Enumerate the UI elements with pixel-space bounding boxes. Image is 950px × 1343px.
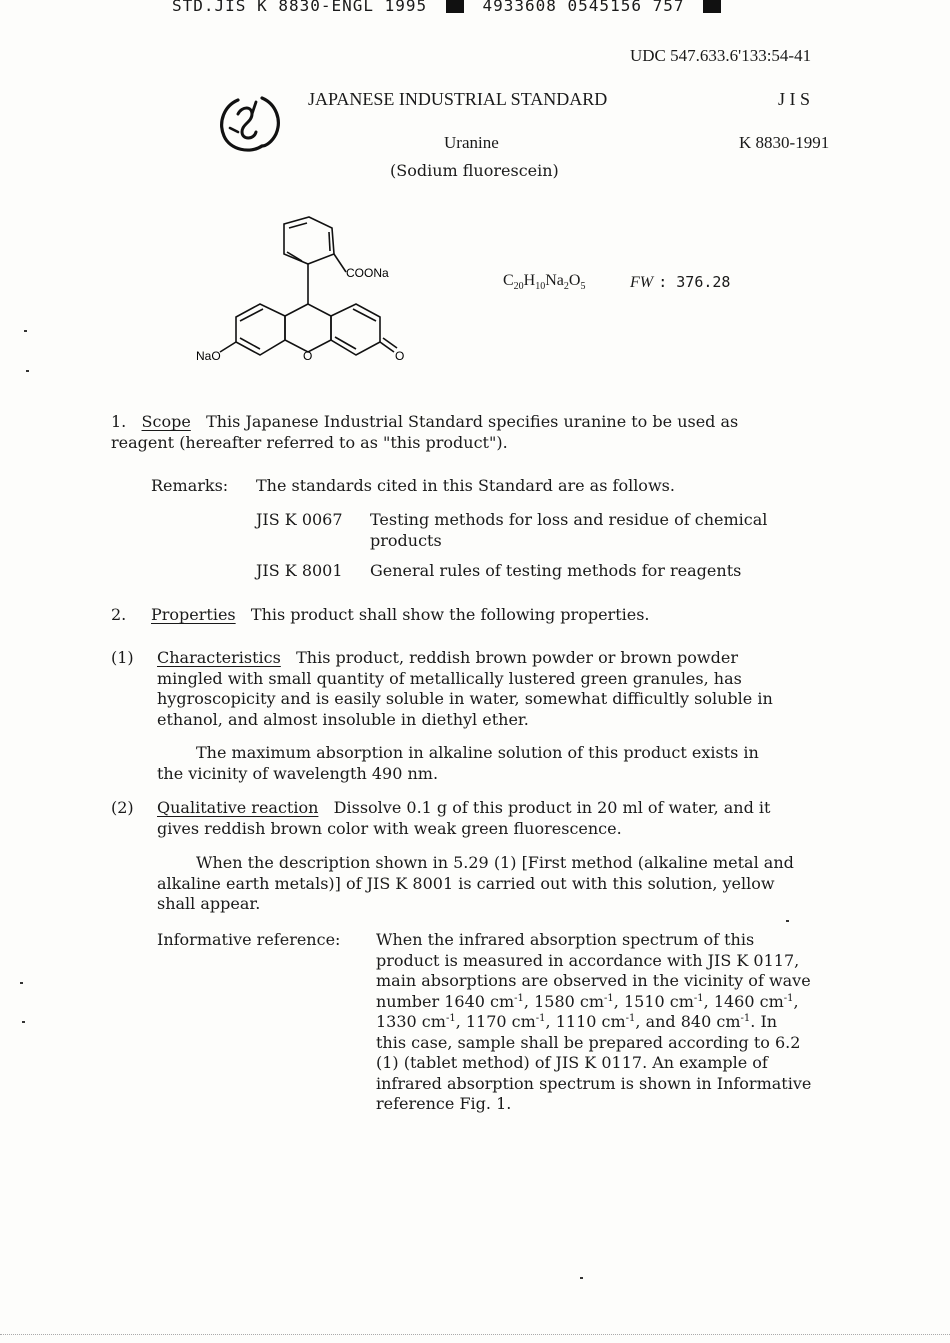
- formula-sub-h: 10: [535, 281, 546, 293]
- informative-label: Informative reference:: [157, 930, 341, 949]
- characteristics-paragraph: Characteristics This product, reddish brown powder or brown powder mingled with small quantity of metallically lustered green granules, has hygroscopicity and is easily soluble in water, somewhat difficultly soluble in ethanol, and almost insoluble in diethyl ether.: [157, 648, 773, 729]
- remarks-text: The standards cited in this Standard are as follows.: [256, 476, 675, 495]
- doc-number: K 8830-1991: [739, 133, 830, 152]
- remarks-label: Remarks:: [151, 476, 229, 495]
- formula-sub-o: 5: [580, 281, 586, 293]
- coona-label: COONa: [346, 266, 389, 280]
- molecular-formula: $C_{20}H_{10}Na_2O_5$: [503, 272, 586, 293]
- fw-value: : 376.28: [658, 273, 731, 291]
- jis-logo: [216, 92, 286, 158]
- scan-speck: [580, 1277, 583, 1279]
- scope-section: [111, 412, 738, 453]
- header-strip: [172, 0, 721, 15]
- header-strip-left: STD.JIS K 8830-ENGL 1995: [172, 0, 428, 15]
- subtitle-sodium-fluorescein: (Sodium fluorescein): [390, 161, 559, 180]
- formula-sub-c: 20: [513, 281, 524, 293]
- qualitative-number: (2): [111, 798, 134, 817]
- properties-heading-line: [151, 605, 650, 626]
- scan-speck: [20, 982, 23, 984]
- qualitative-paragraph: Qualitative reaction Dissolve 0.1 g of this product in 20 ml of water, and it gives reddish brown color with weak green fluorescence.: [157, 798, 771, 838]
- scan-speck: [24, 330, 27, 332]
- scan-speck: [26, 370, 29, 372]
- scan-speck: [22, 1021, 25, 1023]
- informative-text: When the infrared absorption spectrum of this product is measured in accordance with JIS K 0117, main absorptions are observed in the vicinity of wave number 1640 $cm^{-1}$, 1580 $cm^{-1}$, 1510 $cm^{-1}$, 1460 $cm^{-1}$, 1330 $cm^{-1}$, 1170 $cm^{-1}$, 1110 $cm^{-1}$, and 840 $cm^{-1}$. In this case, sample shall be prepared according to 6.2 (1) (tablet method) of JIS K 0117. An example of infrared absorption spectrum is shown in Informative reference Fig. 1.: [376, 930, 812, 1113]
- properties-heading: Properties: [151, 605, 236, 624]
- characteristics-heading: Characteristics: [157, 648, 281, 667]
- redaction-block-2: [703, 0, 721, 13]
- formula-sub-na: 2: [563, 281, 569, 293]
- subtitle-uranine: Uranine: [444, 133, 499, 152]
- redaction-block-1: [446, 0, 464, 13]
- keto-oxygen-label: O: [395, 349, 405, 363]
- qualitative-heading: Qualitative reaction: [157, 798, 319, 817]
- fw-label: FW: [630, 274, 654, 291]
- ref-code-k8001: JIS K 8001: [256, 561, 343, 580]
- scope-text-1: This Japanese Industrial Standard specifies uranine to be used as: [206, 412, 739, 431]
- ref-title-k8001: General rules of testing methods for reagents: [370, 561, 742, 580]
- header-strip-middle: 4933608 0545156 757: [482, 0, 685, 15]
- properties-text: This product shall show the following properties.: [250, 605, 650, 624]
- formula-weight: [630, 272, 730, 292]
- scope-number: 1.: [111, 412, 127, 431]
- characteristics-number: (1): [111, 648, 134, 667]
- scan-speck: [786, 920, 789, 922]
- qualitative-paragraph-2: When the description shown in 5.29 (1) [First method (alkaline metal and alkaline earth metals)] of JIS K 8001 is carried out with this solution, yellow shall appear.: [157, 853, 794, 913]
- ref-title-k0067: Testing methods for loss and residue of chemical products: [370, 510, 768, 550]
- chemical-structure: [190, 214, 420, 374]
- scope-text-2: reagent (hereafter referred to as "this product").: [111, 432, 508, 452]
- nao-label: NaO: [196, 349, 221, 363]
- scope-heading: Scope: [141, 412, 191, 431]
- ref-code-k0067: JIS K 0067: [256, 510, 343, 529]
- characteristics-paragraph-2: The maximum absorption in alkaline solution of this product exists in the vicinity of wavelength 490 nm.: [157, 743, 759, 783]
- udc-number: UDC 547.633.6'133:54-41: [630, 46, 812, 65]
- jis-label: J I S: [778, 89, 811, 109]
- ring-oxygen-label: O: [303, 349, 313, 363]
- scan-bottom-noise: [0, 1334, 950, 1336]
- standard-title: JAPANESE INDUSTRIAL STANDARD: [308, 89, 608, 109]
- properties-number: 2.: [111, 605, 127, 624]
